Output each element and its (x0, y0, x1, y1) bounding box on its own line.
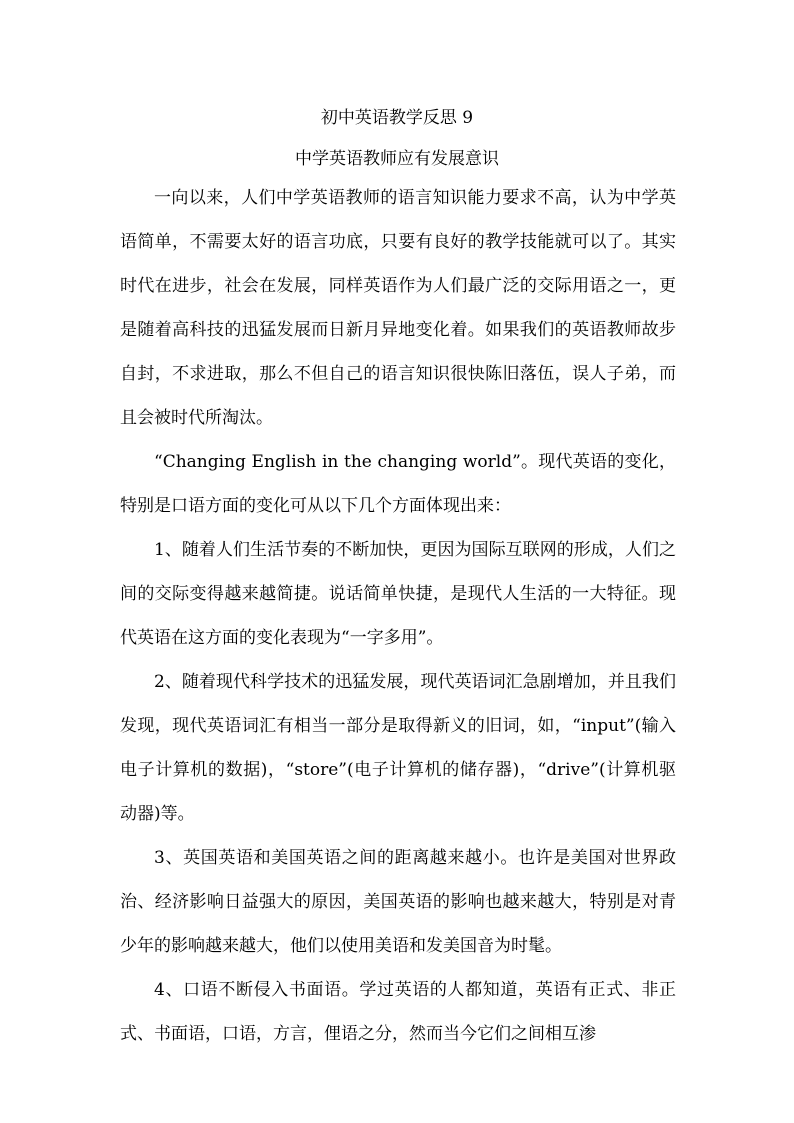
document-subtitle: 中学英语教师应有发展意识 (295, 149, 499, 169)
paragraph-point-4: 4、口语不断侵入书面语。学过英语的人都知道，英语有正式、非正式、书面语，口语，方言，俚语之分，然而当今它们之间相互渗 (120, 980, 676, 1044)
paragraph-changing-english: “Changing English in the changing world”。现代英语的变化，特别是口语方面的变化可从以下几个方面体现出来： (120, 452, 676, 516)
document-body (120, 176, 676, 1056)
paragraph-point-3: 3、英国英语和美国英语之间的距离越来越小。也许是美国对世界政治、经济影响日益强大的原因，美国英语的影响也越来越大，特别是对青少年的影响越来越大，他们以使用美语和发美国音为时髦。 (120, 848, 676, 956)
paragraph-intro: 一向以来，人们中学英语教师的语言知识能力要求不高，认为中学英语简单，不需要太好的语言功底，只要有良好的教学技能就可以了。其实时代在进步，社会在发展，同样英语作为人们最广泛的交际用语之一，更是随着高科技的迅猛发展而日新月异地变化着。如果我们的英语教师故步自封，不求进取，那么不但自己的语言知识很快陈旧落伍，误人子弟，而且会被时代所淘汰。 (120, 188, 676, 428)
document-title: 初中英语教学反思 9 (320, 108, 474, 128)
paragraph-point-1: 1、随着人们生活节奏的不断加快，更因为国际互联网的形成，人们之间的交际变得越来越简捷。说话简单快捷，是现代人生活的一大特征。现代英语在这方面的变化表现为“一字多用”。 (120, 540, 676, 648)
paragraph-point-2: 2、随着现代科学技术的迅猛发展，现代英语词汇急剧增加，并且我们发现，现代英语词汇有相当一部分是取得新义的旧词，如，“input”(输入电子计算机的数据)，“store”(电子计算机的储存器)，“drive”(计算机驱动器)等。 (120, 672, 676, 824)
